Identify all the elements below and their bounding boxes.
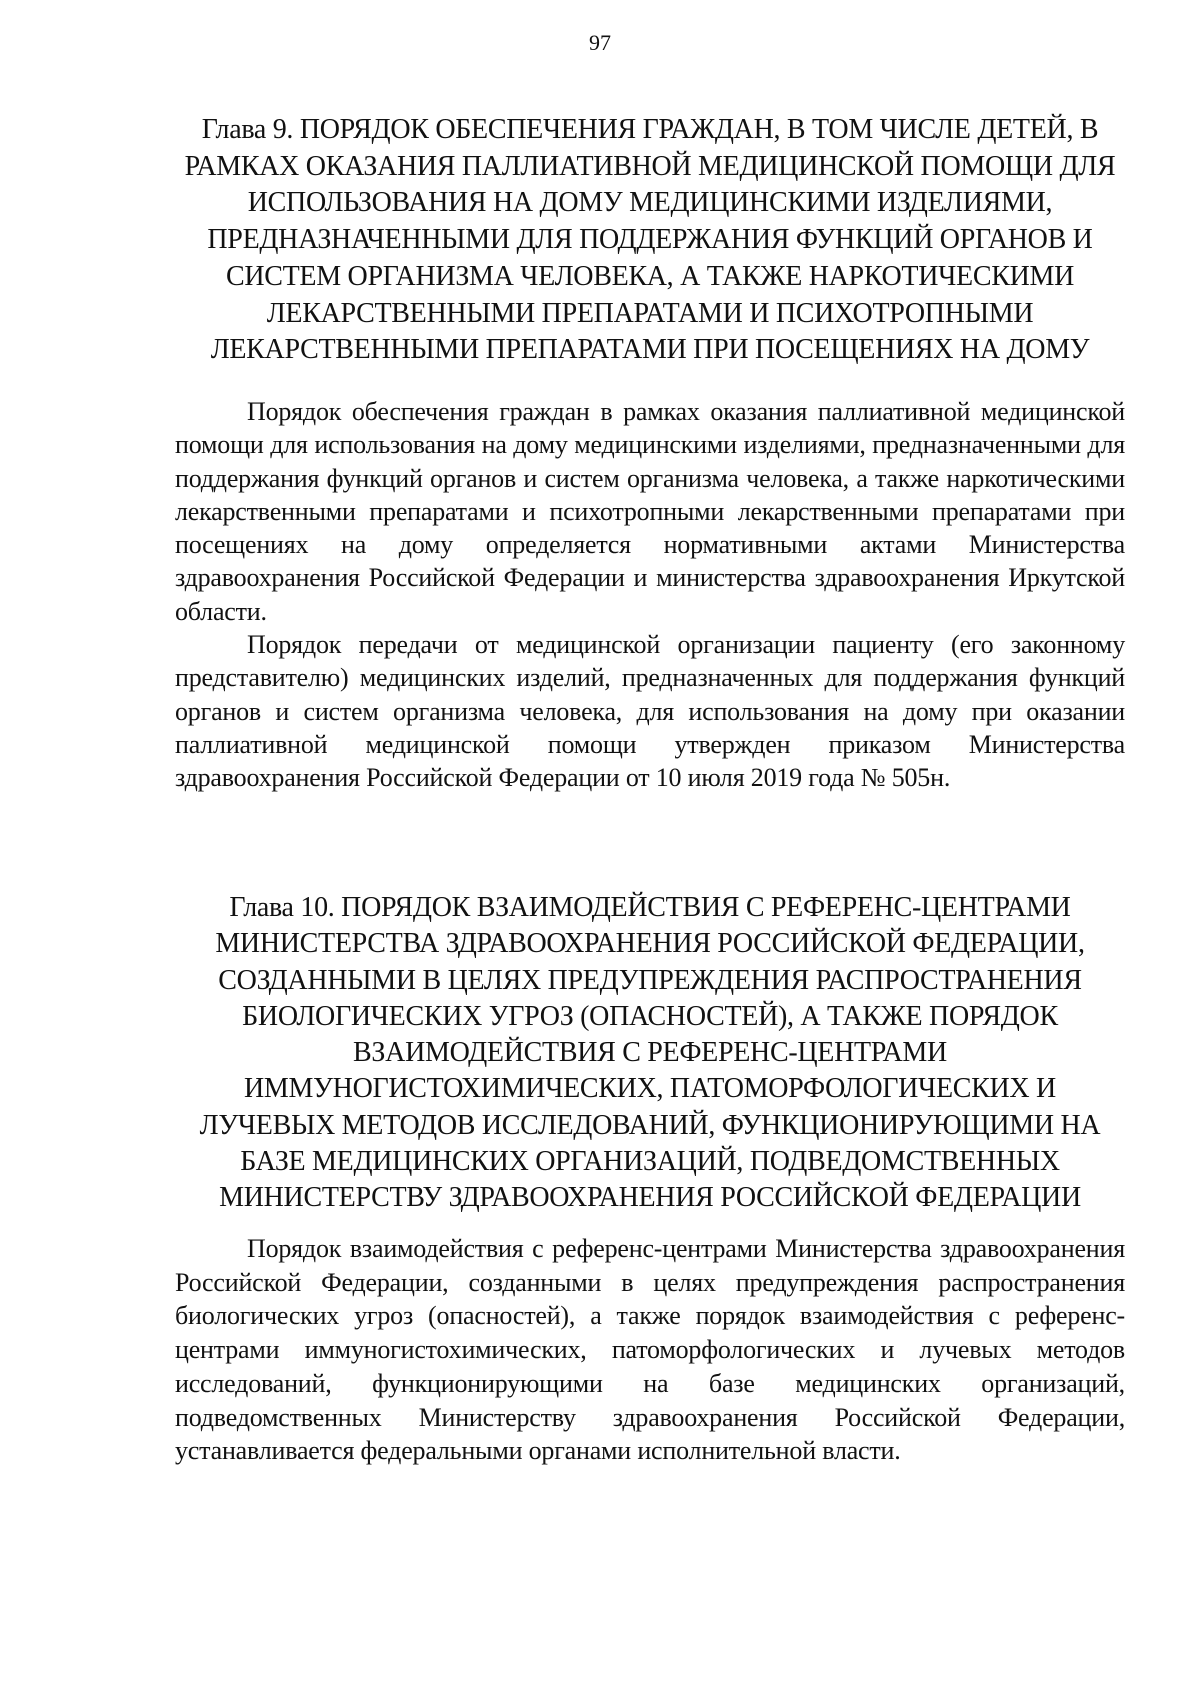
chapter-9-body <box>175 395 1125 795</box>
chapter-9-heading: Глава 9. ПОРЯДОК ОБЕСПЕЧЕНИЯ ГРАЖДАН, В ТОМ ЧИСЛЕ ДЕТЕЙ, В РАМКАХ ОКАЗАНИЯ ПАЛЛИАТИВНОЙ МЕДИЦИНСКОЙ ПОМОЩИ ДЛЯ ИСПОЛЬЗОВАНИЯ НА ДОМУ МЕДИЦИНСКИМИ ИЗДЕЛИЯМИ, ПРЕДНАЗНАЧЕННЫМИ ДЛЯ ПОДДЕРЖАНИЯ ФУНКЦИЙ ОРГАНОВ И СИСТЕМ ОРГАНИЗМА ЧЕЛОВЕКА, А ТАКЖЕ НАРКОТИЧЕСКИМИ ЛЕКАРСТВЕННЫМИ ПРЕПАРАТАМИ И ПСИХОТРОПНЫМИ ЛЕКАРСТВЕННЫМИ ПРЕПАРАТАМИ ПРИ ПОСЕЩЕНИЯХ НА ДОМУ <box>184 114 1116 366</box>
chapter-10-section-heading <box>175 890 1125 1217</box>
chapter-9-paragraph-1: Порядок обеспечения граждан в рамках оказания паллиативной медицинской помощи для использования на дому медицинскими изделиями, предназначенными для поддержания функций органов и систем организма человека, а также наркотическими лекарственными препаратами и психотропными лекарственными препаратами при посещениях на дому определяется нормативными актами Министерства здравоохранения Российской Федерации и министерства здравоохранения Иркутской области. <box>175 397 1125 626</box>
chapter-9-section-heading <box>175 112 1125 369</box>
chapter-10-heading: Глава 10. ПОРЯДОК ВЗАИМОДЕЙСТВИЯ С РЕФЕРЕНС-ЦЕНТРАМИ МИНИСТЕРСТВА ЗДРАВООХРАНЕНИЯ РОССИЙСКОЙ ФЕДЕРАЦИИ, СОЗДАННЫМИ В ЦЕЛЯХ ПРЕДУПРЕЖДЕНИЯ РАСПРОСТРАНЕНИЯ БИОЛОГИЧЕСКИХ УГРОЗ (ОПАСНОСТЕЙ), А ТАКЖЕ ПОРЯДОК ВЗАИМОДЕЙСТВИЯ С РЕФЕРЕНС-ЦЕНТРАМИ ИММУНОГИСТОХИМИЧЕСКИХ, ПАТОМОРФОЛОГИЧЕСКИХ И ЛУЧЕВЫХ МЕТОДОВ ИССЛЕДОВАНИЙ, ФУНКЦИОНИРУЮЩИМИ НА БАЗЕ МЕДИЦИНСКИХ ОРГАНИЗАЦИЙ, ПОДВЕДОМСТВЕННЫХ МИНИСТЕРСТВУ ЗДРАВООХРАНЕНИЯ РОССИЙСКОЙ ФЕДЕРАЦИИ <box>199 892 1101 1214</box>
chapter-10-paragraph-1: Порядок взаимодействия с референс-центрами Министерства здравоохранения Российской Федерации, созданными в целях предупреждения распространения биологических угроз (опасностей), а также порядок взаимодействия с референс-центрами иммуногистохимических, патоморфологических и лучевых методов исследований, функционирующими на базе медицинских организаций, подведомственных Министерству здравоохранения Российской Федерации, устанавливается федеральными органами исполнительной власти. <box>175 1234 1125 1466</box>
chapter-9-paragraph-2: Порядок передачи от медицинской организации пациенту (его законному представителю) медицинских изделий, предназначенных для поддержания функций органов и систем организма человека, для использования на дому при оказании паллиативной медицинской помощи утвержден приказом Министерства здравоохранения Российской Федерации от 10 июля 2019 года № 505н. <box>175 630 1125 793</box>
page-number: 97 <box>589 30 611 55</box>
chapter-10-body <box>175 1232 1125 1468</box>
